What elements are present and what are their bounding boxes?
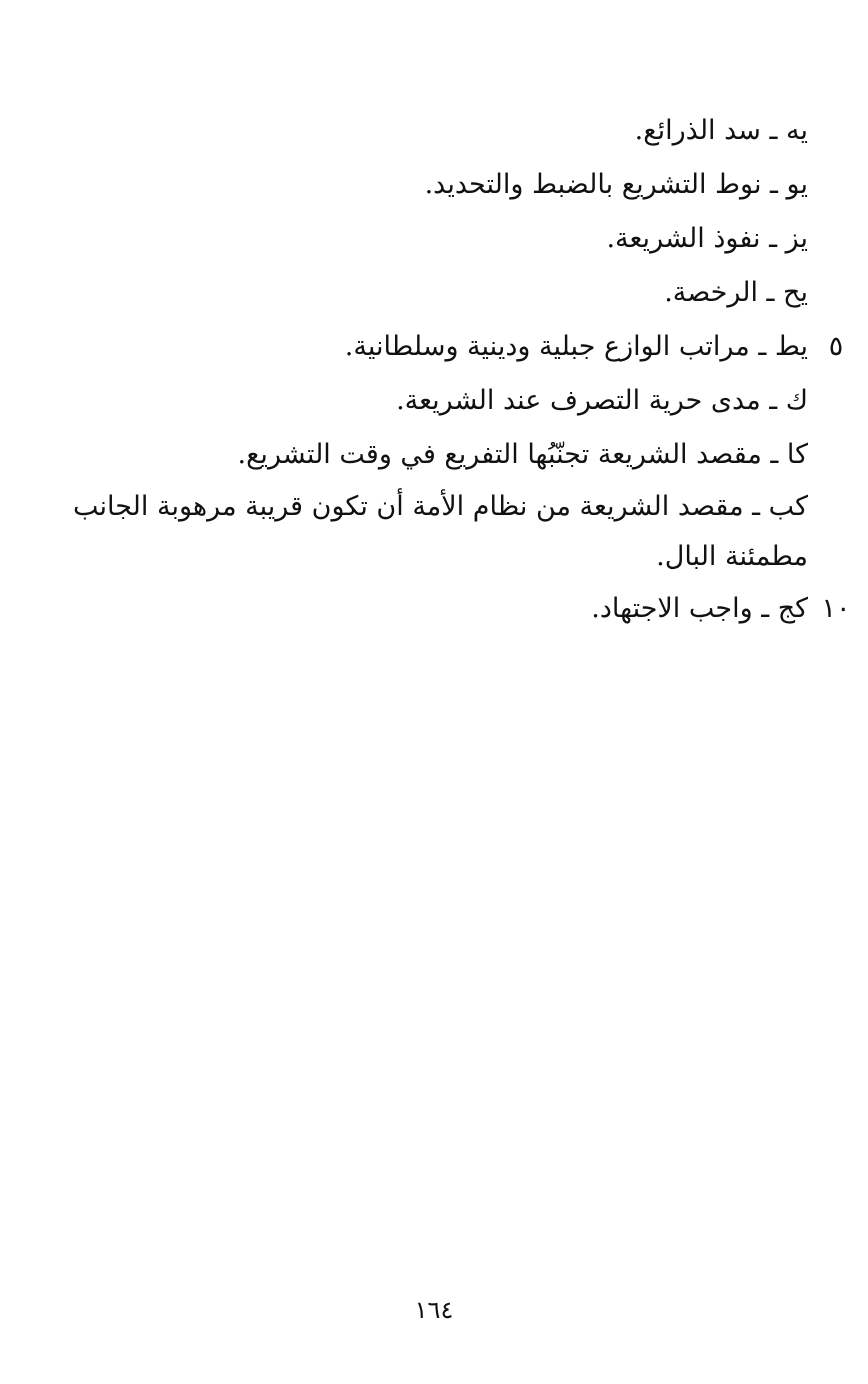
entry-text: يط ـ مراتب الوازع جبلية ودينية وسلطانية. <box>344 331 808 362</box>
list-item <box>56 428 808 482</box>
entry-text: يز ـ نفوذ الشريعة. <box>606 223 808 254</box>
page-number: ١٦٤ <box>414 1296 454 1324</box>
list-item <box>56 374 808 428</box>
contents-list <box>56 104 851 636</box>
entry-text: يح ـ الرخصة. <box>664 277 808 308</box>
list-item <box>56 266 808 320</box>
entry-text: كا ـ مقصد الشريعة تجنّبُها التفريع في وقت التشريع. <box>237 439 808 470</box>
entry-text: كج ـ واجب الاجتهاد. <box>591 593 808 624</box>
entry-text: يو ـ نوط التشريع بالضبط والتحديد. <box>424 169 808 200</box>
margin-line-number: ١٠ <box>821 593 851 624</box>
entry-text: كب ـ مقصد الشريعة من نظام الأمة أن تكون قريبة مرهوبة الجانب مطمئنة البال. <box>73 491 808 572</box>
entry-text: يه ـ سد الذرائع. <box>634 115 808 146</box>
list-item <box>56 104 808 158</box>
entry-text: ك ـ مدى حرية التصرف عند الشريعة. <box>396 385 808 416</box>
list-item <box>56 320 844 374</box>
list-item <box>56 212 808 266</box>
margin-line-number: ٥ <box>828 331 844 362</box>
list-item <box>56 158 808 212</box>
list-item <box>56 482 808 582</box>
list-item <box>56 582 851 636</box>
